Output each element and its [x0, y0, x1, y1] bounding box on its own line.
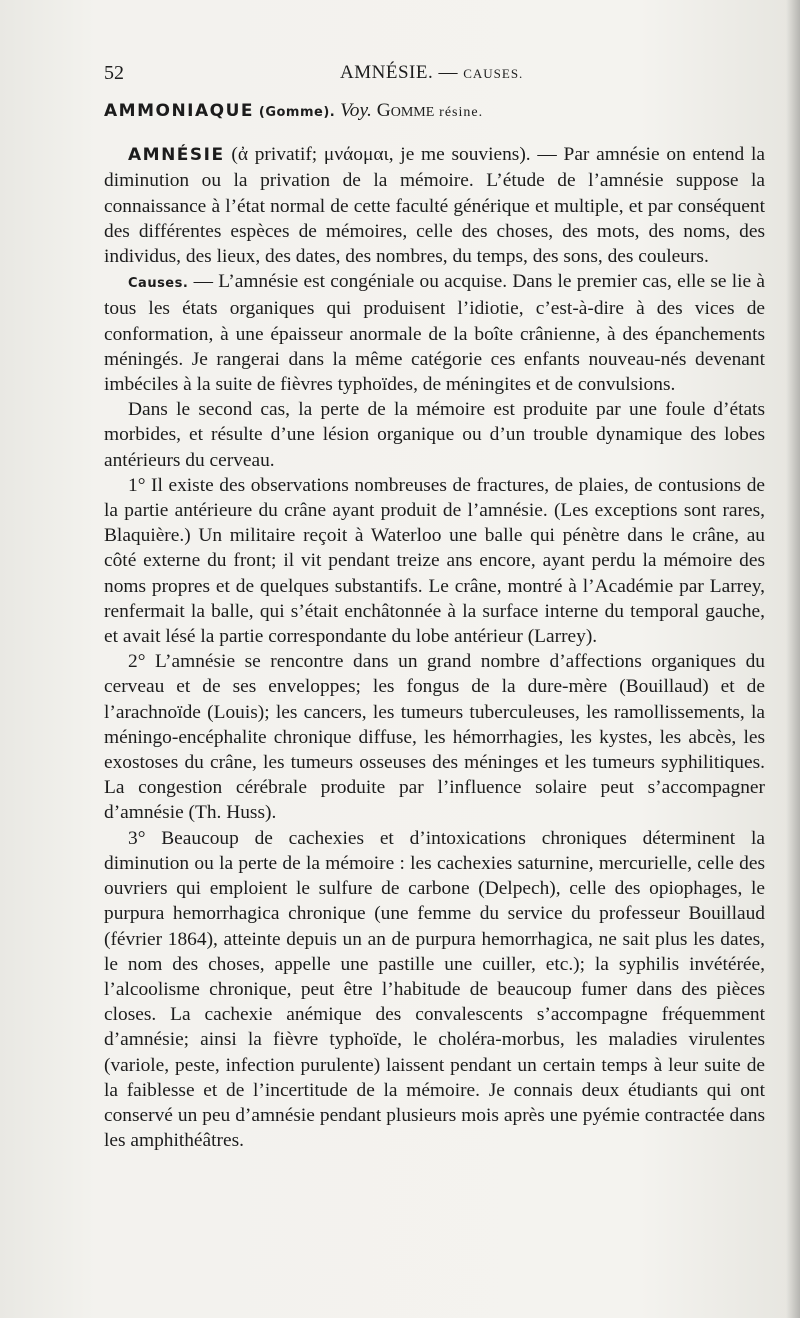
paragraph-point-2: 2° L’amnésie se rencontre dans un grand nombre d’affections organiques du cerveau et de ses enveloppes; les fongus de la dure-mère (Bouillaud) et de l’arachnoïde (Louis); les cancers, les tumeurs tuberculeuses, les ramollissements, la méningo-encéphalite chronique diffuse, les hémorrhagies, les kystes, les abcès, les exostoses du crâne, les tumeurs osseuses des méninges et les tumeurs syphilitiques. La congestion cérébrale produite par l’influence solaire peut s’accompagner d’amnésie (Th. Huss). [104, 651, 765, 824]
etymology: (ἀ privatif; μνάομαι, je me souviens). [231, 144, 531, 166]
definition: — Par amnésie on entend la diminution ou la privation de la mémoire. L’étude de l’amnésie suppose la connaissance à l’état normal de cette faculté générique et multiple, et par conséquent des différentes espèces de mémoires, celle des choses, des mots, des noms, des individus, des lieux, des dates, des nombres, du temps, des sons, des couleurs. [104, 144, 765, 268]
see-target-first: Gomme [376, 100, 435, 121]
entry-ammoniaque [104, 98, 765, 125]
running-head [104, 62, 764, 86]
headword-qualifier: (Gomme). [258, 105, 336, 120]
running-title-section: CAUSES. [463, 66, 524, 81]
running-title [340, 62, 523, 84]
see-target-second: résine. [439, 105, 484, 120]
headword-amnesie: AMNÉSIE [128, 145, 225, 166]
entry-amnesie [104, 142, 765, 269]
causes-intro [104, 269, 765, 397]
causes-heading: Causes. [128, 276, 189, 292]
page-number: 52 [104, 62, 124, 84]
paragraph-second-case: Dans le second cas, la perte de la mémoire est produite par une foule d’états morbides, et résulte d’une lésion organique ou d’un trouble dynamique des lobes antérieurs du cerveau. [104, 399, 765, 471]
running-title-main: AMNÉSIE. [340, 62, 434, 83]
article-body [104, 98, 765, 1153]
paragraph-point-3: 3° Beaucoup de cachexies et d’intoxications chroniques déterminent la diminution ou la perte de la mémoire : les cachexies saturnine, mercurielle, celle des ouvriers qui emploient le sulfure de carbone (Delpech), celle des opiophages, le purpura hemorrhagica chronique (une femme du service du professeur Bouillaud (février 1864), atteinte depuis un an de purpura hemorrhagica, ne sait plus les dates, le nom des choses, appelle une pastille une cuiller, etc.); la syphilis invétérée, l’alcoolisme chronique, peut être l’habitude de beaucoup fumer dans des pièces closes. La cachexie anémique des convalescents s’accompagne fréquemment d’amnésie; ainsi la fièvre typhoïde, le choléra-morbus, les maladies virulentes (variole, peste, infection purulente) laissent pendant un certain temps à leur suite de la faiblesse et de l’incertitude de la mémoire. Je connais deux étudiants qui ont conservé un peu d’amnésie pendant plusieurs mois après une pyémie contractée dans les amphithéâtres. [104, 827, 765, 1152]
running-title-separator: — [438, 62, 458, 83]
paragraph-point-1: 1° Il existe des observations nombreuses de fractures, de plaies, de contusions de la partie antérieure du crâne ayant produit de l’amnésie. (Les exceptions sont rares, Blaquière.) Un militaire reçoit à Waterloo une balle qui pénètre dans le crâne, au côté externe du front; il vit pendant treize ans encore, ayant perdu la mémoire des noms propres et de quelques substantifs. Le crâne, montré à l’Académie par Larrey, renfermait la balle, qui s’était enchâtonnée à la surface interne du temporal gauche, et avait lésé la partie correspondante du lobe antérieur (Larrey). [104, 474, 765, 648]
causes-intro-text: — L’amnésie est congéniale ou acquise. Dans le premier cas, elle se lie à tous les états organiques qui produisent l’idiotie, c’est-à-dire à des vices de conformation, à une épaisseur anormale de la boîte crânienne, à des épanchements méningés. Je rangerai dans la même catégorie ces enfants nouveau-nés devenant imbéciles à la suite de fièvres typhoïdes, de méningites et de convulsions. [104, 271, 765, 396]
page-edge-shadow [786, 0, 800, 1318]
see-label: Voy. [340, 100, 372, 121]
headword-ammoniaque: AMMONIAQUE [104, 101, 255, 121]
